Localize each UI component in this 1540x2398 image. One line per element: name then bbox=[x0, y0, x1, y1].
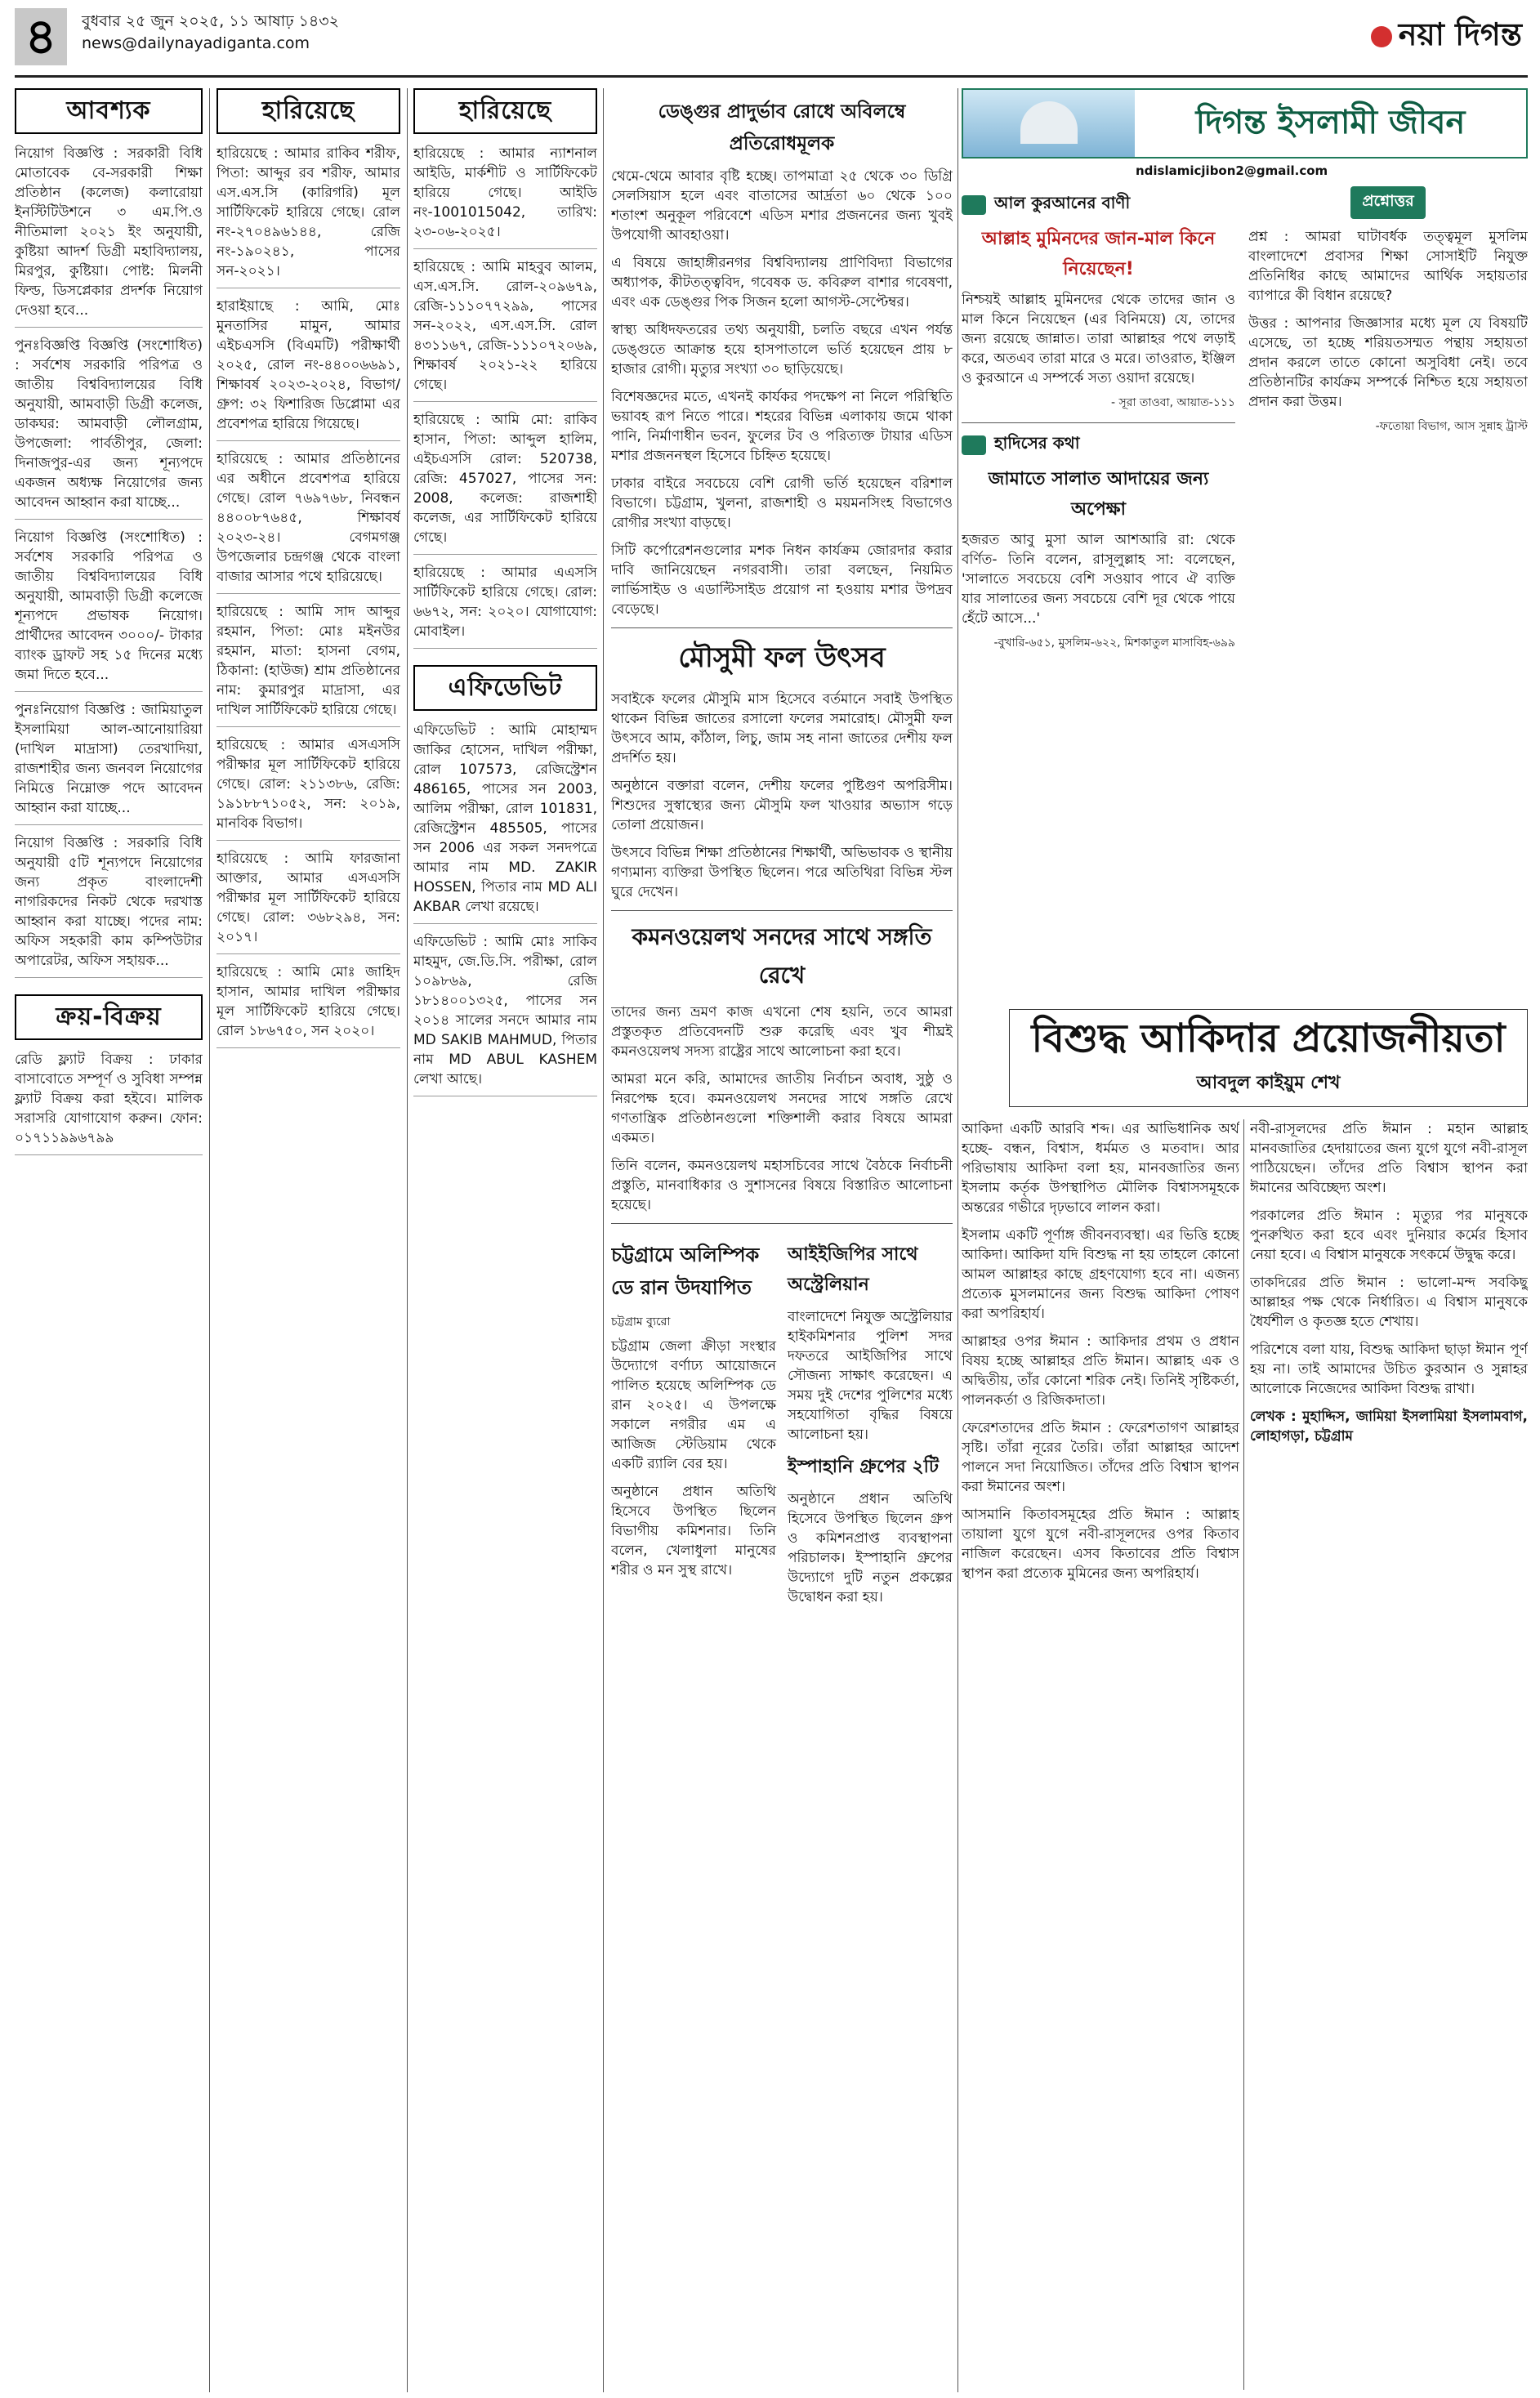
article-paragraph: অনুষ্ঠানে প্রধান অতিথি হিসেবে উপস্থিত ছিলেন গ্রুপ ও কমিশনপ্রাপ্ত ব্যবস্থাপনা পরিচালক। ইস্পাহানি গ্রুপের উদ্যোগে দুটি নতুন প্রকল্পের উদ্বোধন করা হয়। bbox=[788, 1491, 953, 1605]
qa-reference: -ফতোয়া বিভাগ, আস সুন্নাহ ট্রাস্ট bbox=[1375, 420, 1528, 433]
logo-mark-icon bbox=[1371, 26, 1392, 47]
hadith-title: জামাতে সালাত আদায়ের জন্য অপেক্ষা bbox=[988, 469, 1209, 520]
book-icon bbox=[962, 195, 986, 215]
notice-item: হারিয়েছে : আমি মো: রাকিব হাসান, পিতা: আব্দুল হালিম, এইচএসসি রোল: 520738, রেজি: 457027, পাসের সন: 2008, কলেজ: রাজশাহী কলেজ, এর সার্টিফিকেট হারিয়ে গেছে। bbox=[413, 410, 597, 555]
hadith-reference: -বুখারি-৬৫১, মুসলিম-৬২২, মিশকাতুল মাসাবিহ-৬৯৯ bbox=[993, 636, 1235, 650]
main-article-title: বিশুদ্ধ আকিদার প্রয়োজনীয়তা bbox=[1031, 1016, 1506, 1061]
section-heading-affidavit: এফিডেভিট bbox=[413, 665, 597, 711]
article-paragraph: স্বাস্থ্য অধিদফতরের তথ্য অনুযায়ী, চলতি বছরে এখন পর্যন্ত ডেঙ্গুতে আক্রান্ত হয়ে হাসপাতালে ভর্তি হয়েছেন প্রায় ৮ হাজার রোগী। মৃত্যুর সংখ্যা ৩০ ছাড়িয়েছে। bbox=[611, 322, 953, 377]
column-divider bbox=[209, 88, 210, 2392]
article-paragraph: পরকালের প্রতি ঈমান : মৃত্যুর পর মানুষকে পুনরুত্থিত করা হবে এবং দুনিয়ার কর্মের হিসাব নেয়া হবে। এ বিশ্বাস মানুষকে সৎকর্মে উদ্বুদ্ধ করে। bbox=[1250, 1208, 1528, 1263]
article-paragraph: পরিশেষে বলা যায়, বিশুদ্ধ আকিদা ছাড়া ঈমান পূর্ণ হয় না। তাই আমাদের উচিত কুরআন ও সুন্নাহর আলোকে নিজেদের আকিদা বিশুদ্ধ রাখা। bbox=[1250, 1342, 1528, 1397]
notice-item: হারিয়েছে : আমার এসএসসি পরীক্ষার মূল সার্টিফিকেট হারিয়ে গেছে। রোল: ২১১৩৮৬, রেজি: ১৯১৮৮৭১০৫২, সন: ২০১৯, মানবিক বিভাগ। bbox=[216, 735, 400, 841]
classified-lost-affidavit-column bbox=[413, 88, 597, 2392]
article-paragraph: চট্টগ্রাম জেলা ক্রীড়া সংস্থার উদ্যোগে বর্ণাঢ্য আয়োজনে পালিত হয়েছে অলিম্পিক ডে রান ২০২৫। এ উপলক্ষে সকালে নগরীর এম এ আজিজ স্টেডিয়াম থেকে একটি র‍্যালি বের হয়। bbox=[611, 1338, 776, 1472]
sale-notice: রেডি ফ্ল্যাট বিক্রয় : ঢাকার বাসাবোতে সম্পূর্ণ ও সুবিধা সম্পন্ন ফ্ল্যাট বিক্রয় করা হইবে। মালিক সরাসরি যোগাযোগ করুন। ফোন: ০১৭১১৯৯৬৭৯৯ bbox=[15, 1050, 203, 1155]
logo-text: নয়া দিগন্ত bbox=[1398, 16, 1522, 52]
qa-answer: উত্তর : আপনার জিজ্ঞাসার মধ্যে মূল যে বিষয়টি এসেছে, তা হচ্ছে শরিয়তসম্মত পন্থায় সহায়তা প্রদান করলে তাতে কোনো অসুবিধা নেই। তবে প্রতিষ্ঠানটির কার্যক্রম সম্পর্কে নিশ্চিত হয়ে সহায়তা প্রদান করা উত্তম। bbox=[1248, 315, 1528, 410]
notice-item: হারিয়েছে : আমি মোঃ জাহিদ হাসান, আমার দাখিল পরীক্ষার মূল সার্টিফিকেট হারিয়ে গেছে। রোল ১৮৬৭৫০, সন ২০২০। bbox=[216, 962, 400, 1048]
notice-item: পুনঃনিয়োগ বিজ্ঞপ্তি : জামিয়াতুল ইসলামিয়া আল-আনোয়ারিয়া (দাখিল মাদ্রাসা) তেরখাদিয়া, রাজশাহীর জন্য জনবল নিয়োগের নিমিত্তে নিম্নোক্ত পদে আবেদন আহ্বান করা যাচ্ছে... bbox=[15, 700, 203, 825]
quran-subhead bbox=[962, 191, 1235, 218]
article-headline-ispahani: ইস্পাহানি গ্রুপের ২টি bbox=[788, 1456, 939, 1477]
article-byline: চট্টগ্রাম ব্যুরো bbox=[611, 1315, 671, 1329]
notice-item: হারিয়েছে : আমি ফারজানা আক্তার, আমার এসএসসি পরীক্ষার মূল সার্টিফিকেট হারিয়ে গেছে। রোল: ৩৬৮২৯৪, সন: ২০১৭। bbox=[216, 849, 400, 954]
column-divider bbox=[407, 88, 408, 2392]
news-continuation-column bbox=[611, 88, 953, 2392]
page-header bbox=[0, 0, 1540, 82]
notice-item: হারাইয়াছে : আমি, মোঃ মুনতাসির মামুন, আমার এইচএসসি (বিএমটি) পরীক্ষার্থী ২০২৫, রোল নং-৪৪০০৬৬৯১, শিক্ষাবর্ষ ২০২৩-২০২৪, বিভাগ/গ্রুপ: ৩২ ফিশারিজ ডিপ্লোমা এর প্রবেশপত্র হারিয়ে গিয়েছে। bbox=[216, 297, 400, 441]
article-paragraph: ফেরেশতাদের প্রতি ঈমান : ফেরেশতাগণ আল্লাহর সৃষ্টি। তাঁরা নূরের তৈরি। তাঁরা আল্লাহর আদেশ পালনে সদা নিয়োজিত। তাঁদের প্রতি বিশ্বাস স্থাপন করা ঈমানের অংশ। bbox=[962, 1420, 1239, 1495]
article-paragraph: আসমানি কিতাবসমূহের প্রতি ঈমান : আল্লাহ তায়ালা যুগে যুগে নবী-রাসূলদের ওপর কিতাব নাজিল করেছেন। এসব কিতাবের প্রতি বিশ্বাস স্থাপন করা প্রত্যেক মুমিনের জন্য অপরিহার্য। bbox=[962, 1507, 1239, 1582]
notice-item: হারিয়েছে : আমার এএসসি সার্টিফিকেট হারিয়ে গেছে। রোল: ৬৬৭২, সন: ২০২০। যোগাযোগ: মোবাইল। bbox=[413, 563, 597, 649]
main-article-col-b bbox=[1250, 1119, 1528, 2390]
article-headline-commonwealth: কমনওয়েলথ সনদের সাথে সঙ্গতি রেখে bbox=[611, 910, 953, 996]
column-divider bbox=[603, 88, 604, 2392]
article-olympic-day bbox=[611, 1232, 776, 1615]
affidavit-item: এফিডেভিট : আমি মোঃ সাকিব মাহমুদ, জে.ডি.সি. পরীক্ষা, রোল ১০৯৮৬৯, রেজি ১৮১৪০০১৩২৫, পাসের সন ২০১৪ সালের সনদে আমার নাম MD SAKIB MAHMUD, পিতার নাম MD ABUL KASHEM লেখা আছে। bbox=[413, 932, 597, 1096]
qa-question: প্রশ্ন : আমরা ঘাটাবর্ধক তত্ত্বমূল মুসলিম বাংলাদেশে প্রবাসর শিক্ষা সোসাইটি নিযুক্ত প্রতিনিধির কাছে আমাদের আর্থিক সহায়তার ব্যাপারে কী বিধান রয়েছে? bbox=[1248, 229, 1528, 304]
section-heading-required: আবশ্যক bbox=[15, 88, 203, 134]
notice-item: হারিয়েছে : আমার প্রতিষ্ঠানের এর অধীনে প্রবেশপত্র হারিয়ে গেছে। রোল ৭৬৯৭৬৮, নিবন্ধন ৪৪০০৮৭৬৪৫, শিক্ষাবর্ষ ২০২৩-২৪। বেগমগঞ্জ উপজেলার চন্দ্রগঞ্জ থেকে বাংলা বাজার আসার পথে হারিয়েছে। bbox=[216, 449, 400, 594]
islamic-life-title: দিগন্ত ইসলামী জীবন bbox=[1195, 102, 1466, 141]
quran-text: নিশ্চয়ই আল্লাহ মুমিনদের থেকে তাদের জান ও মাল কিনে নিয়েছেন (এর বিনিময়ে) যে, তাদের জন্য রয়েছে জান্নাত। তারা আল্লাহর পথে লড়াই করে, অতএব তারা মারে ও মরে। তাওরাত, ইঞ্জিল ও কুরআনে এ সম্পর্কে সত্য ওয়াদা রয়েছে। bbox=[962, 292, 1235, 386]
article-headline-fruit-festival: মৌসুমী ফল উৎসব bbox=[611, 627, 953, 683]
hadith-label: হাদিসের কথা bbox=[994, 433, 1080, 453]
article-paragraph: তাদের জন্য ভ্রমণ কাজ এখনো শেষ হয়নি, তবে আমরা প্রস্তুতকৃত প্রতিবেদনটি শুরু করেছি এবং খুব শীঘ্রই কমনওয়েলথ সদস্য রাষ্ট্রের সাথে আলোচনা করা হবে। bbox=[611, 1004, 953, 1060]
article-paragraph: সবাইকে ফলের মৌসুমি মাস হিসেবে বর্তমানে সবাই উপস্থিত থাকেন বিভিন্ন জাতের রসালো ফলের সমারোহ। মৌসুমী ফল উৎসবে আম, কাঁঠাল, লিচু, জাম সহ নানা জাতের দেশীয় ফল প্রদর্শিত হয়। bbox=[611, 691, 953, 766]
classified-required-column bbox=[15, 88, 203, 2392]
quran-label: আল কুরআনের বাণী bbox=[994, 193, 1131, 212]
header-email[interactable]: news@dailynayadiganta.com bbox=[82, 34, 310, 52]
article-paragraph: অনুষ্ঠানে বক্তারা বলেন, দেশীয় ফলের পুষ্টিগুণ অপরিসীম। শিশুদের সুস্বাস্থ্যের জন্য মৌসুমি ফল খাওয়ার অভ্যাস গড়ে তোলা প্রয়োজন। bbox=[611, 778, 953, 833]
article-paragraph: ইসলাম একটি পূর্ণাঙ্গ জীবনব্যবস্থা। এর ভিত্তি হচ্ছে আকিদা। আকিদা যদি বিশুদ্ধ না হয় তাহলে কোনো আমল আল্লাহর কাছে গ্রহণযোগ্য হবে না। এজন্য প্রত্যেক মুসলমানের জন্য বিশুদ্ধ আকিদা পোষণ করা অপরিহার্য। bbox=[962, 1227, 1239, 1322]
column-divider bbox=[957, 88, 958, 2392]
quran-reference: - সূরা তাওবা, আয়াত-১১১ bbox=[1110, 396, 1235, 409]
article-paragraph: সিটি কর্পোরেশনগুলোর মশক নিধন কার্যক্রম জোরদার করার দাবি জানিয়েছেন নগরবাসী। তারা বলছেন, নিয়মিত লার্ভিসাইড ও এডাল্টিসাইড প্রয়োগ না হওয়ায় মশার উপদ্রব বেড়েছে। bbox=[611, 543, 953, 618]
hadith-text: হজরত আবু মুসা আল আশআরি রা: থেকে বর্ণিত- তিনি বলেন, রাসূলুল্লাহ সা: বলেছেন, 'সালাতে সবচেয়ে বেশি সওয়াব পাবে ঐ ব্যক্তি যার সালাতের জন্য সবচেয়ে বেশি দূর থেকে পায়ে হেঁটে আসে...' bbox=[962, 532, 1235, 627]
hadith-icon bbox=[962, 435, 986, 455]
hadith-subhead bbox=[962, 422, 1235, 458]
newspaper-logo bbox=[1371, 8, 1522, 65]
notice-item: নিয়োগ বিজ্ঞপ্তি (সংশোধিত) : সর্বশেষ সরকারি পরিপত্র ও জাতীয় বিশ্ববিদ্যালয়ের বিধি অনুযায়ী, আমবাড়ী ডিগ্রী কলেজে শূন্যপদে প্রভাষক নিয়োগ। প্রার্থীদের আবেদন ৩০০০/- টাকার ব্যাংক ড্রাফট সহ ১৫ দিনের মধ্যে জমা দিতে হবে... bbox=[15, 528, 203, 692]
islamic-email[interactable]: ndislamicjibon2@gmail.com bbox=[1136, 163, 1328, 178]
notice-item: নিয়োগ বিজ্ঞপ্তি : সরকারি বিধি অনুযায়ী ৫টি শূন্যপদে নিয়োগের জন্য প্রকৃত বাংলাদেশী নাগরিকদের নিকট থেকে দরখাস্ত আহ্বান করা যাচ্ছে। পদের নাম: অফিস সহকারী কাম কম্পিউটার অপারেটর, অফিস সহায়ক... bbox=[15, 833, 203, 978]
islamic-life-banner bbox=[962, 88, 1528, 159]
classified-lost-column bbox=[216, 88, 400, 2392]
notice-item: নিয়োগ বিজ্ঞপ্তি : সরকারী বিধি মোতাবেক বে-সরকারী শিক্ষা প্রতিষ্ঠান (কলেজ) কলারোয়া ইনস্টিটিউশনে ৩ এম.পি.ও নীতিমালা ২০২১ ইং অনুযায়ী, কুষ্টিয়া আদর্শ ডিগ্রী মহাবিদ্যালয়, মিরপুর, কুষ্টিয়া। পোষ্ট: মিলনী ফিল্ড, ডিসপ্লেকার প্রদর্শক নিয়োগ দেওয়া হবে... bbox=[15, 144, 203, 328]
main-article-author: আবদুল কাইয়ুম শেখ bbox=[1196, 1073, 1341, 1093]
qa-column bbox=[1248, 186, 1528, 1003]
main-article-col-a bbox=[962, 1119, 1239, 2390]
article-paragraph: অনুষ্ঠানে প্রধান অতিথি হিসেবে উপস্থিত ছিলেন বিভাগীয় কমিশনার। তিনি বলেন, খেলাধুলা মানুষের শরীর ও মন সুস্থ রাখে। bbox=[611, 1484, 776, 1579]
column-divider bbox=[1243, 1119, 1244, 2390]
section-heading-lost-2: হারিয়েছে bbox=[413, 88, 597, 134]
notice-item: হারিয়েছে : আমি সাদ আব্দুর রহমান, পিতা: মোঃ মইনউর রহমান, মাতা: হাসনা বেগম, ঠিকানা: (হাউজ) শ্রাম প্রতিষ্ঠানের নাম: কুমারপুর মাদ্রাসা, এর দাখিল সার্টিফিকেট হারিয়ে গেছে। bbox=[216, 602, 400, 727]
main-article-header bbox=[1009, 1009, 1528, 1107]
bottom-articles-row bbox=[611, 1223, 953, 1615]
article-paragraph: বাংলাদেশে নিযুক্ত অস্ট্রেলিয়ার হাইকমিশনার পুলিশ সদর দফতরে আইজিপির সাথে সৌজন্য সাক্ষাৎ করেছেন। এ সময় দুই দেশের পুলিশের মধ্যে সহযোগিতা বৃদ্ধির বিষয়ে আলোচনা হয়। bbox=[788, 1309, 953, 1443]
article-paragraph: থেমে-থেমে আবার বৃষ্টি হচ্ছে। তাপমাত্রা ২৫ থেকে ৩০ ডিগ্রি সেলসিয়াস হলে এবং বাতাসের আর্দ্রতা ৬০ থেকে ১০০ শতাংশ অনুকূল পরিবেশে এডিস মশার প্রজননের জন্য খুবই উপযোগী আবহাওয়া। bbox=[611, 168, 953, 243]
article-paragraph: উৎসবে বিভিন্ন শিক্ষা প্রতিষ্ঠানের শিক্ষার্থী, অভিভাবক ও স্থানীয় গণ্যমান্য ব্যক্তিরা উপস্থিত ছিলেন। পরে অতিথিরা বিভিন্ন স্টল ঘুরে দেখেন। bbox=[611, 845, 953, 900]
qa-label: প্রশ্নোত্তর bbox=[1350, 186, 1425, 219]
notice-item: হারিয়েছে : আমার রাকিব শরীফ, পিতা: আব্দুর রব শরীফ, আমার এস.এস.সি (কারিগরি) মূল সার্টিফিকেট হারিয়ে গেছে। রোল নং-২৭০৪৯৬১৪৪, রেজি নং-১৯০২৪১, পাসের সন-২০২১। bbox=[216, 144, 400, 288]
article-paragraph: আকিদা একটি আরবি শব্দ। এর আভিধানিক অর্থ হচ্ছে- বন্ধন, বিশ্বাস, ধর্মমত ও মতবাদ। আর পরিভাষায় আকিদা বলা হয়, মানবজাতির জন্য ইসলাম কর্তৃক উপস্থাপিত মৌলিক বিশ্বাসসমূহকে অন্তরের গভীরে দৃঢ়ভাবে লালন করা। bbox=[962, 1121, 1239, 1216]
notice-item: হারিয়েছে : আমি মাহবুব আলম, এস.এস.সি. রোল-২০৯৬৭৯, রেজি-১১১০৭৭২৯৯, পাসের সন-২০২২, এস.এস.সি. রোল ৪৩১১৬৭, রেজি-১১১০৭২০৬৯, শিক্ষাবর্ষ ২০২১-২২ হারিয়ে গেছে। bbox=[413, 257, 597, 402]
section-heading-lost: হারিয়েছে bbox=[216, 88, 400, 134]
article-paragraph: বিশেষজ্ঞদের মতে, এখনই কার্যকর পদক্ষেপ না নিলে পরিস্থিতি ভয়াবহ রূপ নিতে পারে। শহরের বিভিন্ন এলাকায় জমে থাকা পানি, নির্মাণাধীন ভবন, ফুলের টব ও পরিত্যক্ত টায়ার এডিস মশার প্রজননস্থল হিসেবে চিহ্নিত হয়েছে। bbox=[611, 389, 953, 464]
article-footer: লেখক : মুহাদ্দিস, জামিয়া ইসলামিয়া ইসলামবাগ, লোহাগড়া, চট্টগ্রাম bbox=[1250, 1409, 1528, 1445]
date-line: বুধবার ২৫ জুন ২০২৫, ১১ আষাঢ় ১৪৩২ bbox=[82, 12, 339, 30]
article-paragraph: এ বিষয়ে জাহাঙ্গীরনগর বিশ্ববিদ্যালয় প্রাণিবিদ্যা বিভাগের অধ্যাপক, কীটতত্ত্ববিদ, গবেষক ড. কবিরুল বাশার গবেষণা, এবং এক ডেঙ্গুর পিক সিজন হলো আগস্ট-সেপ্টেম্বর। bbox=[611, 255, 953, 310]
article-headline-dengue: ডেঙ্গুর প্রাদুর্ভাব রোধে অবিলম্বে প্রতিরোধমূলক bbox=[658, 100, 906, 154]
article-paragraph: আমরা মনে করি, আমাদের জাতীয় নির্বাচন অবাধ, সুষ্ঠু ও নিরপেক্ষ হবে। কমনওয়েলথ সনদের সাথে সঙ্গতি রেখে গণতান্ত্রিক প্রতিষ্ঠানগুলো শক্তিশালী করার বিষয়ে আমরা একমত। bbox=[611, 1071, 953, 1146]
section-heading-buy-sell: ক্রয়-বিক্রয় bbox=[15, 994, 203, 1040]
affidavit-item: এফিডেভিট : আমি মোহাম্মদ জাকির হোসেন, দাখিল পরীক্ষা, রোল 107573, রেজিস্ট্রেশন 486165, পাসের সন 2003, আলিম পরীক্ষা, রোল 101831, রেজিস্ট্রেশন 485505, পাসের সন 2006 এর সকল সনদপত্রে আমার নাম MD. ZAKIR HOSSEN, পিতার নাম MD ALI AKBAR লেখা রয়েছে। bbox=[413, 721, 597, 924]
quran-hadith-column bbox=[962, 186, 1235, 1003]
page-number: ৪ bbox=[15, 8, 67, 65]
article-paragraph: আল্লাহর ওপর ঈমান : আকিদার প্রথম ও প্রধান বিষয় হচ্ছে আল্লাহর প্রতি ঈমান। আল্লাহ এক ও অদ্বিতীয়, তাঁর কোনো শরিক নেই। তিনিই সৃষ্টিকর্তা, পালনকর্তা ও রিজিকদাতা। bbox=[962, 1333, 1239, 1409]
article-headline-olympic: চট্টগ্রামে অলিম্পিক ডে রান উদযাপিত bbox=[611, 1243, 760, 1299]
quran-title: আল্লাহ মুমিনদের জান-মাল কিনে নিয়েছেন! bbox=[981, 229, 1216, 279]
notice-item: হারিয়েছে : আমার ন্যাশনাল আইডি, মার্কশীট ও সার্টিফিকেট হারিয়ে গেছে। আইডি নং-1001015042, তারিখ: ২৩-০৬-২০২৫। bbox=[413, 144, 597, 249]
article-paragraph: ঢাকার বাইরে সবচেয়ে বেশি রোগী ভর্তি হয়েছেন বরিশাল বিভাগে। চট্টগ্রাম, খুলনা, রাজশাহী ও ময়মনসিংহ বিভাগেও রোগীর সংখ্যা বাড়ছে। bbox=[611, 476, 953, 531]
notice-item: পুনঃবিজ্ঞপ্তি বিজ্ঞপ্তি (সংশোধিত) : সর্বশেষ সরকারি পরিপত্র ও জাতীয় বিশ্ববিদ্যালয়ের বিধি অনুযায়ী, আমবাড়ী ডিগ্রী কলেজ, ডাকঘর: আমবাড়ী লৌলগ্রাম, উপজেলা: পার্বতীপুর, জেলা: দিনাজপুর-এর জন্য শূন্যপদে একজন অধ্যক্ষ নিয়োগের জন্য আবেদন আহ্বান করা যাচ্ছে... bbox=[15, 336, 203, 520]
article-paragraph: তাকদিরের প্রতি ঈমান : ভালো-মন্দ সবকিছু আল্লাহর পক্ষ থেকে নির্ধারিত। এ বিশ্বাস মানুষকে ধৈর্যশীল ও কৃতজ্ঞ হতে শেখায়। bbox=[1250, 1275, 1528, 1330]
article-igp-ispahani bbox=[788, 1232, 953, 1615]
mosque-image bbox=[963, 90, 1135, 157]
article-paragraph: তিনি বলেন, কমনওয়েলথ মহাসচিবের সাথে বৈঠকে নির্বাচনী প্রস্তুতি, মানবাধিকার ও সুশাসনের বিষয়ে বিস্তারিত আলোচনা হয়েছে। bbox=[611, 1158, 953, 1213]
article-paragraph: নবী-রাসূলদের প্রতি ঈমান : মহান আল্লাহ মানবজাতির হেদায়াতের জন্য যুগে যুগে নবী-রাসূল পাঠিয়েছেন। তাঁদের প্রতি বিশ্বাস স্থাপন করা ঈমানের অবিচ্ছেদ্য অংশ। bbox=[1250, 1121, 1528, 1196]
article-headline-igp: আইইজিপির সাথে অস্ট্রেলিয়ান bbox=[788, 1244, 918, 1295]
header-rule bbox=[15, 75, 1528, 78]
